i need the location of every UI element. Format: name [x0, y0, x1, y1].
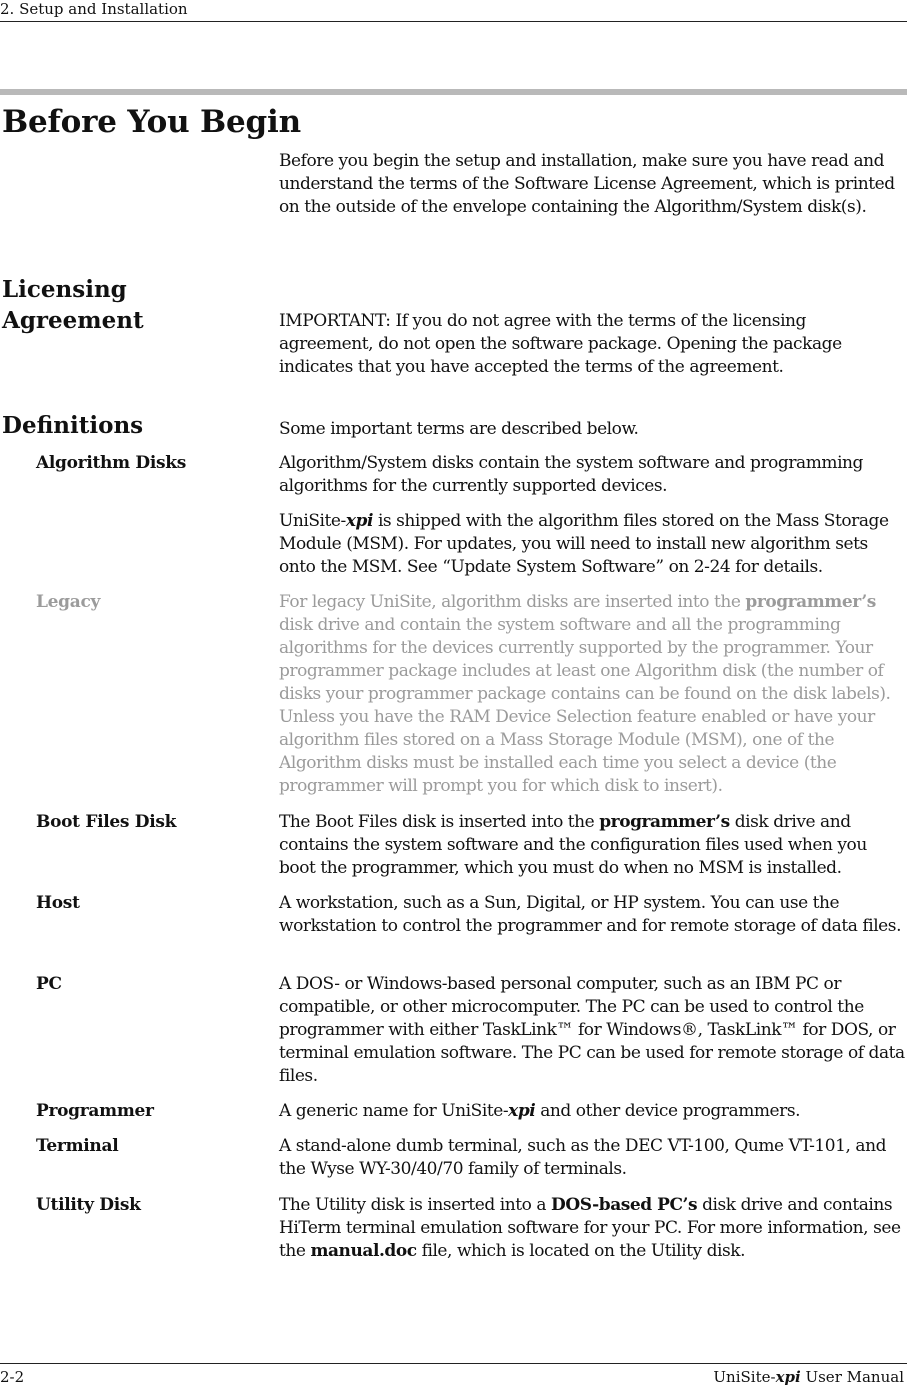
running-header: 2. Setup and Installation [0, 0, 188, 18]
manual-title-suffix: xpi [775, 1368, 801, 1386]
licensing-heading-line2: Agreement [2, 307, 144, 334]
boot-emphasis: programmer’s [599, 812, 730, 832]
footer-rule [0, 1363, 907, 1364]
definition-legacy [279, 591, 905, 798]
page-number: 2-2 [0, 1368, 25, 1386]
section-rule [0, 89, 907, 95]
definition-host: A workstation, such as a Sun, Digital, or HP system. You can use the workstation to control the programmer and for remote storage of data files. [279, 893, 902, 936]
manual-title-c: User Manual [800, 1368, 904, 1386]
manual-title [713, 1368, 904, 1386]
term-boot-files-disk: Boot Files Disk [36, 812, 177, 832]
utility-emphasis-file: manual.doc [310, 1241, 417, 1261]
term-programmer: Programmer [36, 1101, 154, 1121]
legacy-emphasis: programmer’s [745, 592, 876, 612]
boot-text-a: The Boot Files disk is inserted into the [279, 812, 600, 832]
legacy-text-c: disk drive and contain the system software and all the programming algorithms for the devices currently supported by the programmer. Your programmer package includes at least one Algorithm disk (the number of disks your programmer package contains can be found on the disk labels). Unless you have the RAM Device Selection feature enabled or have your algorithm files stored on a Mass Storage Module (MSM), one of the Algorithm disks must be installed each time you select a device (the programmer will prompt you for which disk to insert). [279, 615, 891, 796]
utility-text-e: file, which is located on the Utility disk. [416, 1241, 746, 1261]
product-name: UniSite- [279, 511, 346, 531]
definition-terminal: A stand-alone dumb terminal, such as the DEC VT-100, Qume VT-101, and the Wyse WY-30/40/70 family of terminals. [279, 1136, 887, 1179]
msm-text: is shipped with the algorithm files stored on the Mass Storage Module (MSM). For updates, you will need to install new algorithm sets onto the MSM. See “Update System Software” on 2-24 for details. [279, 511, 889, 577]
term-legacy: Legacy [36, 592, 101, 612]
definition-pc: A DOS- or Windows-based personal computer, such as an IBM PC or compatible, or other microcomputer. The PC can be used to control the programmer with either TaskLink™ for Windows®, TaskLink™ for DOS, or terminal emulation software. The PC can be used for remote storage of data files. [279, 974, 905, 1086]
header-rule [0, 21, 907, 22]
boot-text-c: disk drive and contains the system software and the configuration files used when you boot the programmer, which you must do when no MSM is installed. [279, 812, 867, 878]
licensing-heading-line1: Licensing [2, 276, 127, 303]
term-utility-disk: Utility Disk [36, 1195, 141, 1215]
term-terminal: Terminal [36, 1136, 119, 1156]
definition-algorithm-disks-msm [279, 510, 905, 579]
licensing-paragraph: IMPORTANT: If you do not agree with the terms of the licensing agreement, do not open the software package. Opening the package indicates that you have accepted the terms of the agreement. [279, 311, 842, 377]
term-pc: PC [36, 974, 62, 994]
section-title: Before You Begin [2, 104, 301, 140]
legacy-text-a: For legacy UniSite, algorithm disks are inserted into the [279, 592, 746, 612]
utility-emphasis-pc: DOS-based PC’s [551, 1195, 698, 1215]
intro-paragraph: Before you begin the setup and installation, make sure you have read and understand the terms of the Software License Agreement, which is printed on the outside of the envelope containing the Algorithm/System disk(s). [279, 151, 895, 217]
definitions-heading: Definitions [2, 412, 144, 439]
definition-boot-files-disk [279, 811, 905, 880]
product-suffix: xpi [345, 511, 373, 531]
term-host: Host [36, 893, 80, 913]
definition-programmer [279, 1100, 905, 1123]
utility-text-c: disk drive and contains HiTerm terminal emulation software for your PC. For more information, see the [279, 1195, 901, 1261]
utility-text-a: The Utility disk is inserted into a [279, 1195, 552, 1215]
programmer-product-suffix: xpi [508, 1101, 536, 1121]
definitions-intro: Some important terms are described below. [279, 419, 639, 439]
term-algorithm-disks: Algorithm Disks [36, 453, 187, 473]
definition-utility-disk [279, 1194, 905, 1263]
programmer-text-a: A generic name for UniSite- [279, 1101, 509, 1121]
manual-title-a: UniSite- [713, 1368, 776, 1386]
programmer-text-c: and other device programmers. [535, 1101, 801, 1121]
definition-algorithm-disks: Algorithm/System disks contain the system software and programming algorithms for the currently supported devices. [279, 453, 863, 496]
